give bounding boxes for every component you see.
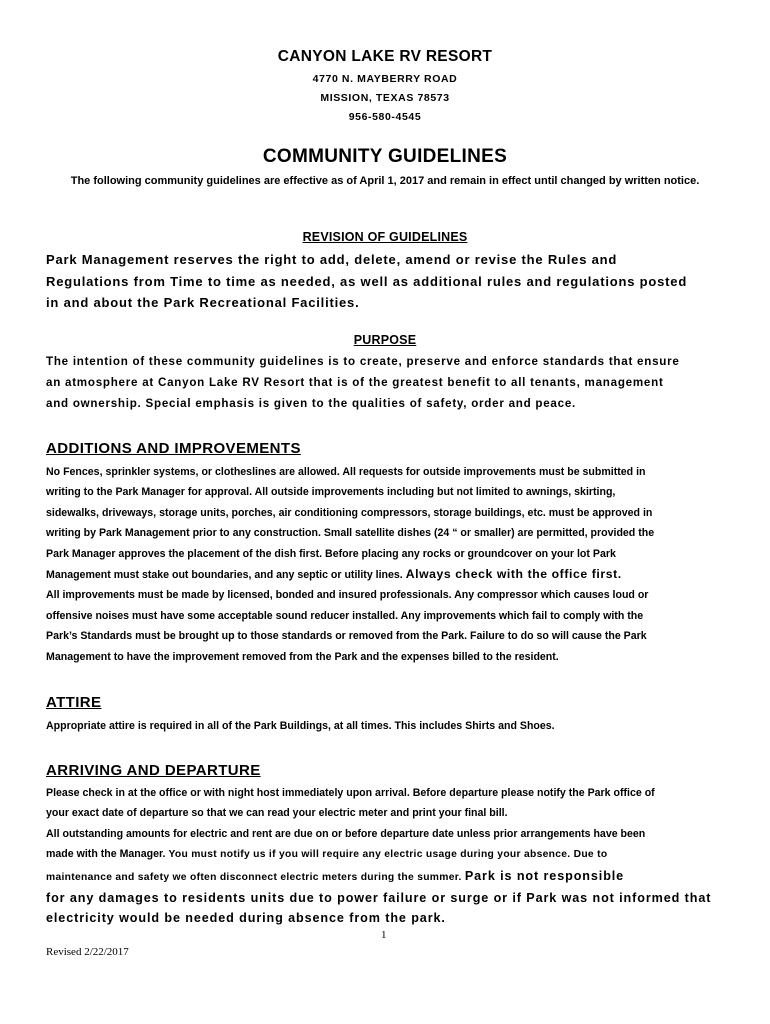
additions-line: Park’s Standards must be brought up to those standards or removed from the Park. Failure to do so will cause the Park — [46, 630, 647, 643]
liability-notice: Park is not responsible — [464, 868, 625, 883]
arriving-line: your exact date of departure so that we can read your electric meter and print your final bill. — [46, 807, 508, 820]
address-line-1: 4770 N. MAYBERRY ROAD — [312, 73, 458, 85]
revision-line: in and about the Park Recreational Facilities. — [46, 295, 360, 310]
revised-date: Revised 2/22/2017 — [46, 946, 129, 958]
additions-heading: ADDITIONS AND IMPROVEMENTS — [46, 440, 301, 457]
revision-heading: REVISION OF GUIDELINES — [302, 230, 468, 244]
electric-notice: You must notify us if you will require any electric usage during your absence. Due to — [168, 849, 608, 861]
arriving-heading: ARRIVING AND DEPARTURE — [46, 762, 261, 779]
address-line-2: MISSION, TEXAS 78573 — [320, 92, 450, 104]
purpose-paragraph — [46, 351, 732, 414]
additions-line: writing to the Park Manager for approval. All outside improvements including but not limited to awnings, skirting, — [46, 486, 616, 499]
additions-line — [46, 564, 736, 585]
purpose-line: and ownership. Special emphasis is given to the qualities of safety, order and peace. — [46, 397, 576, 410]
office-check-emphasis: Always check with the office first. — [405, 567, 622, 582]
page-number: 1 — [381, 929, 387, 941]
revision-paragraph — [46, 249, 732, 314]
attire-text: Appropriate attire is required in all of the Park Buildings, at all times. This includes Shirts and Shoes. — [46, 720, 555, 732]
additions-line: Management to have the improvement removed from the Park and the expenses billed to the resident. — [46, 650, 559, 663]
effective-notice: The following community guidelines are effective as of April 1, 2017 and remain in effect until changed by written notice. — [70, 175, 700, 187]
document-title: COMMUNITY GUIDELINES — [262, 146, 508, 167]
phone-number: 956-580-4545 — [348, 111, 422, 123]
purpose-heading: PURPOSE — [353, 333, 417, 347]
arriving-line: Please check in at the office or with night host immediately upon arrival. Before departure please notify the Park office of — [46, 787, 655, 799]
additions-line: Park Manager approves the placement of the dish first. Before placing any rocks or groundcover on your lot Park — [46, 547, 616, 560]
additions-line: writing by Park Management prior to any construction. Small satellite dishes (24 “ or smaller) are permitted, provided the — [46, 527, 655, 540]
electric-notice: maintenance and safety we often disconnect electric meters during the summer. — [46, 871, 465, 883]
arriving-line — [46, 866, 736, 888]
purpose-line: The intention of these community guidelines is to create, preserve and enforce standards that ensure — [46, 355, 680, 368]
arriving-line — [46, 844, 736, 865]
revision-line: Park Management reserves the right to add, delete, amend or revise the Rules and — [46, 252, 618, 267]
arriving-paragraph — [46, 783, 736, 929]
attire-paragraph — [46, 716, 736, 736]
additions-line: All improvements must be made by licensed, bonded and insured professionals. Any compressor which causes loud or — [46, 589, 649, 602]
liability-notice: for any damages to residents units due to power failure or surge or if Park was not informed that — [46, 891, 712, 906]
additions-line: offensive noises must have some acceptable sound reducer installed. Any improvements which fail to comply with the — [46, 609, 644, 622]
additions-paragraph — [46, 462, 736, 667]
arriving-line: All outstanding amounts for electric and rent are due on or before departure date unless prior arrangements have been — [46, 827, 646, 840]
purpose-line: an atmosphere at Canyon Lake RV Resort that is of the greatest benefit to all tenants, management — [46, 376, 664, 389]
liability-notice: electricity would be needed during absence from the park. — [46, 911, 446, 926]
additions-line: No Fences, sprinkler systems, or clotheslines are allowed. All requests for outside improvements must be submitted in — [46, 466, 646, 478]
attire-heading: ATTIRE — [46, 694, 102, 711]
arriving-text: made with the Manager. — [46, 848, 169, 861]
revision-line: Regulations from Time to time as needed, as well as additional rules and regulations posted — [46, 273, 688, 289]
additions-line: sidewalks, driveways, storage units, porches, air conditioning compressors, storage buildings, etc. must be approved in — [46, 506, 653, 519]
resort-name: CANYON LAKE RV RESORT — [277, 48, 493, 65]
additions-text: Management must stake out boundaries, and any septic or utility lines. — [46, 569, 406, 582]
